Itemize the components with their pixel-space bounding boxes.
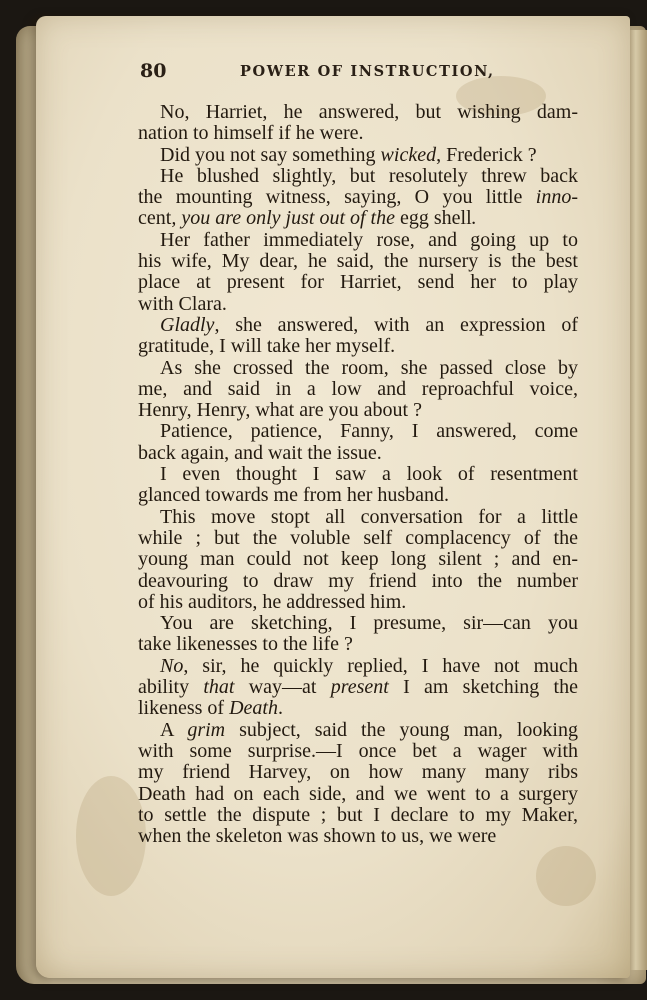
text-line: young man could not keep long silent ; and en- [138,548,578,571]
page-number: 80 [140,60,167,82]
facing-page-edge [628,30,647,970]
text-line: This move stopt all conversation for a little [160,505,578,528]
body-text [138,102,578,847]
text-line: cent, you are only just out of the egg shell. [138,207,477,230]
text-line: Did you not say something wicked, Frederick ? [160,143,537,166]
text-line: Gladly, she answered, with an expression of [160,313,578,336]
text-line: place at present for Harriet, send her to play [138,271,578,294]
text-line: likeness of Death. [138,697,283,720]
paper-stain [536,846,596,906]
text-line: with some surprise.—I once bet a wager with [138,739,578,762]
text-line: He blushed slightly, but resolutely threw back [160,164,578,187]
text-line: take likenesses to the life ? [138,633,353,656]
text-line: As she crossed the room, she passed close by [160,356,578,379]
text-line: when the skeleton was shown to us, we were [138,825,497,848]
text-line: A grim subject, said the young man, looking [160,718,578,741]
text-line: glanced towards me from her husband. [138,484,450,507]
text-line: No, sir, he quickly replied, I have not much [160,654,578,677]
text-line: my friend Harvey, on how many many ribs [138,761,578,784]
text-line: Henry, Henry, what are you about ? [138,399,422,422]
text-line: You are sketching, I presume, sir—can you [160,612,578,635]
text-line: Death had on each side, and we went to a surgery [138,782,578,805]
text-line: back again, and wait the issue. [138,441,382,464]
running-head: POWER OF INSTRUCTION, [240,63,495,80]
text-line: to settle the dispute ; but I declare to my Maker, [138,803,578,826]
text-line: Her father immediately rose, and going up to [160,228,578,251]
text-line: with Clara. [138,292,227,315]
text-line: No, Harriet, he answered, but wishing dam- [160,101,578,123]
text-line: me, and said in a low and reproachful voice, [138,377,578,400]
text-line: ability that way—at present I am sketching the [138,676,578,699]
text-line: his wife, My dear, he said, the nursery is the best [138,250,578,273]
text-line: deavouring to draw my friend into the number [138,569,578,592]
text-line: Patience, patience, Fanny, I answered, come [160,420,578,443]
paper-stain [76,776,146,896]
text-line: I even thought I saw a look of resentment [160,463,578,486]
text-line: while ; but the voluble self complacency of the [138,526,578,549]
text-line: the mounting witness, saying, O you little inno- [138,186,578,209]
text-line: of his auditors, he addressed him. [138,590,407,613]
text-line: gratitude, I will take her myself. [138,335,396,358]
page-header [140,60,580,90]
text-line: nation to himself if he were. [138,122,364,145]
